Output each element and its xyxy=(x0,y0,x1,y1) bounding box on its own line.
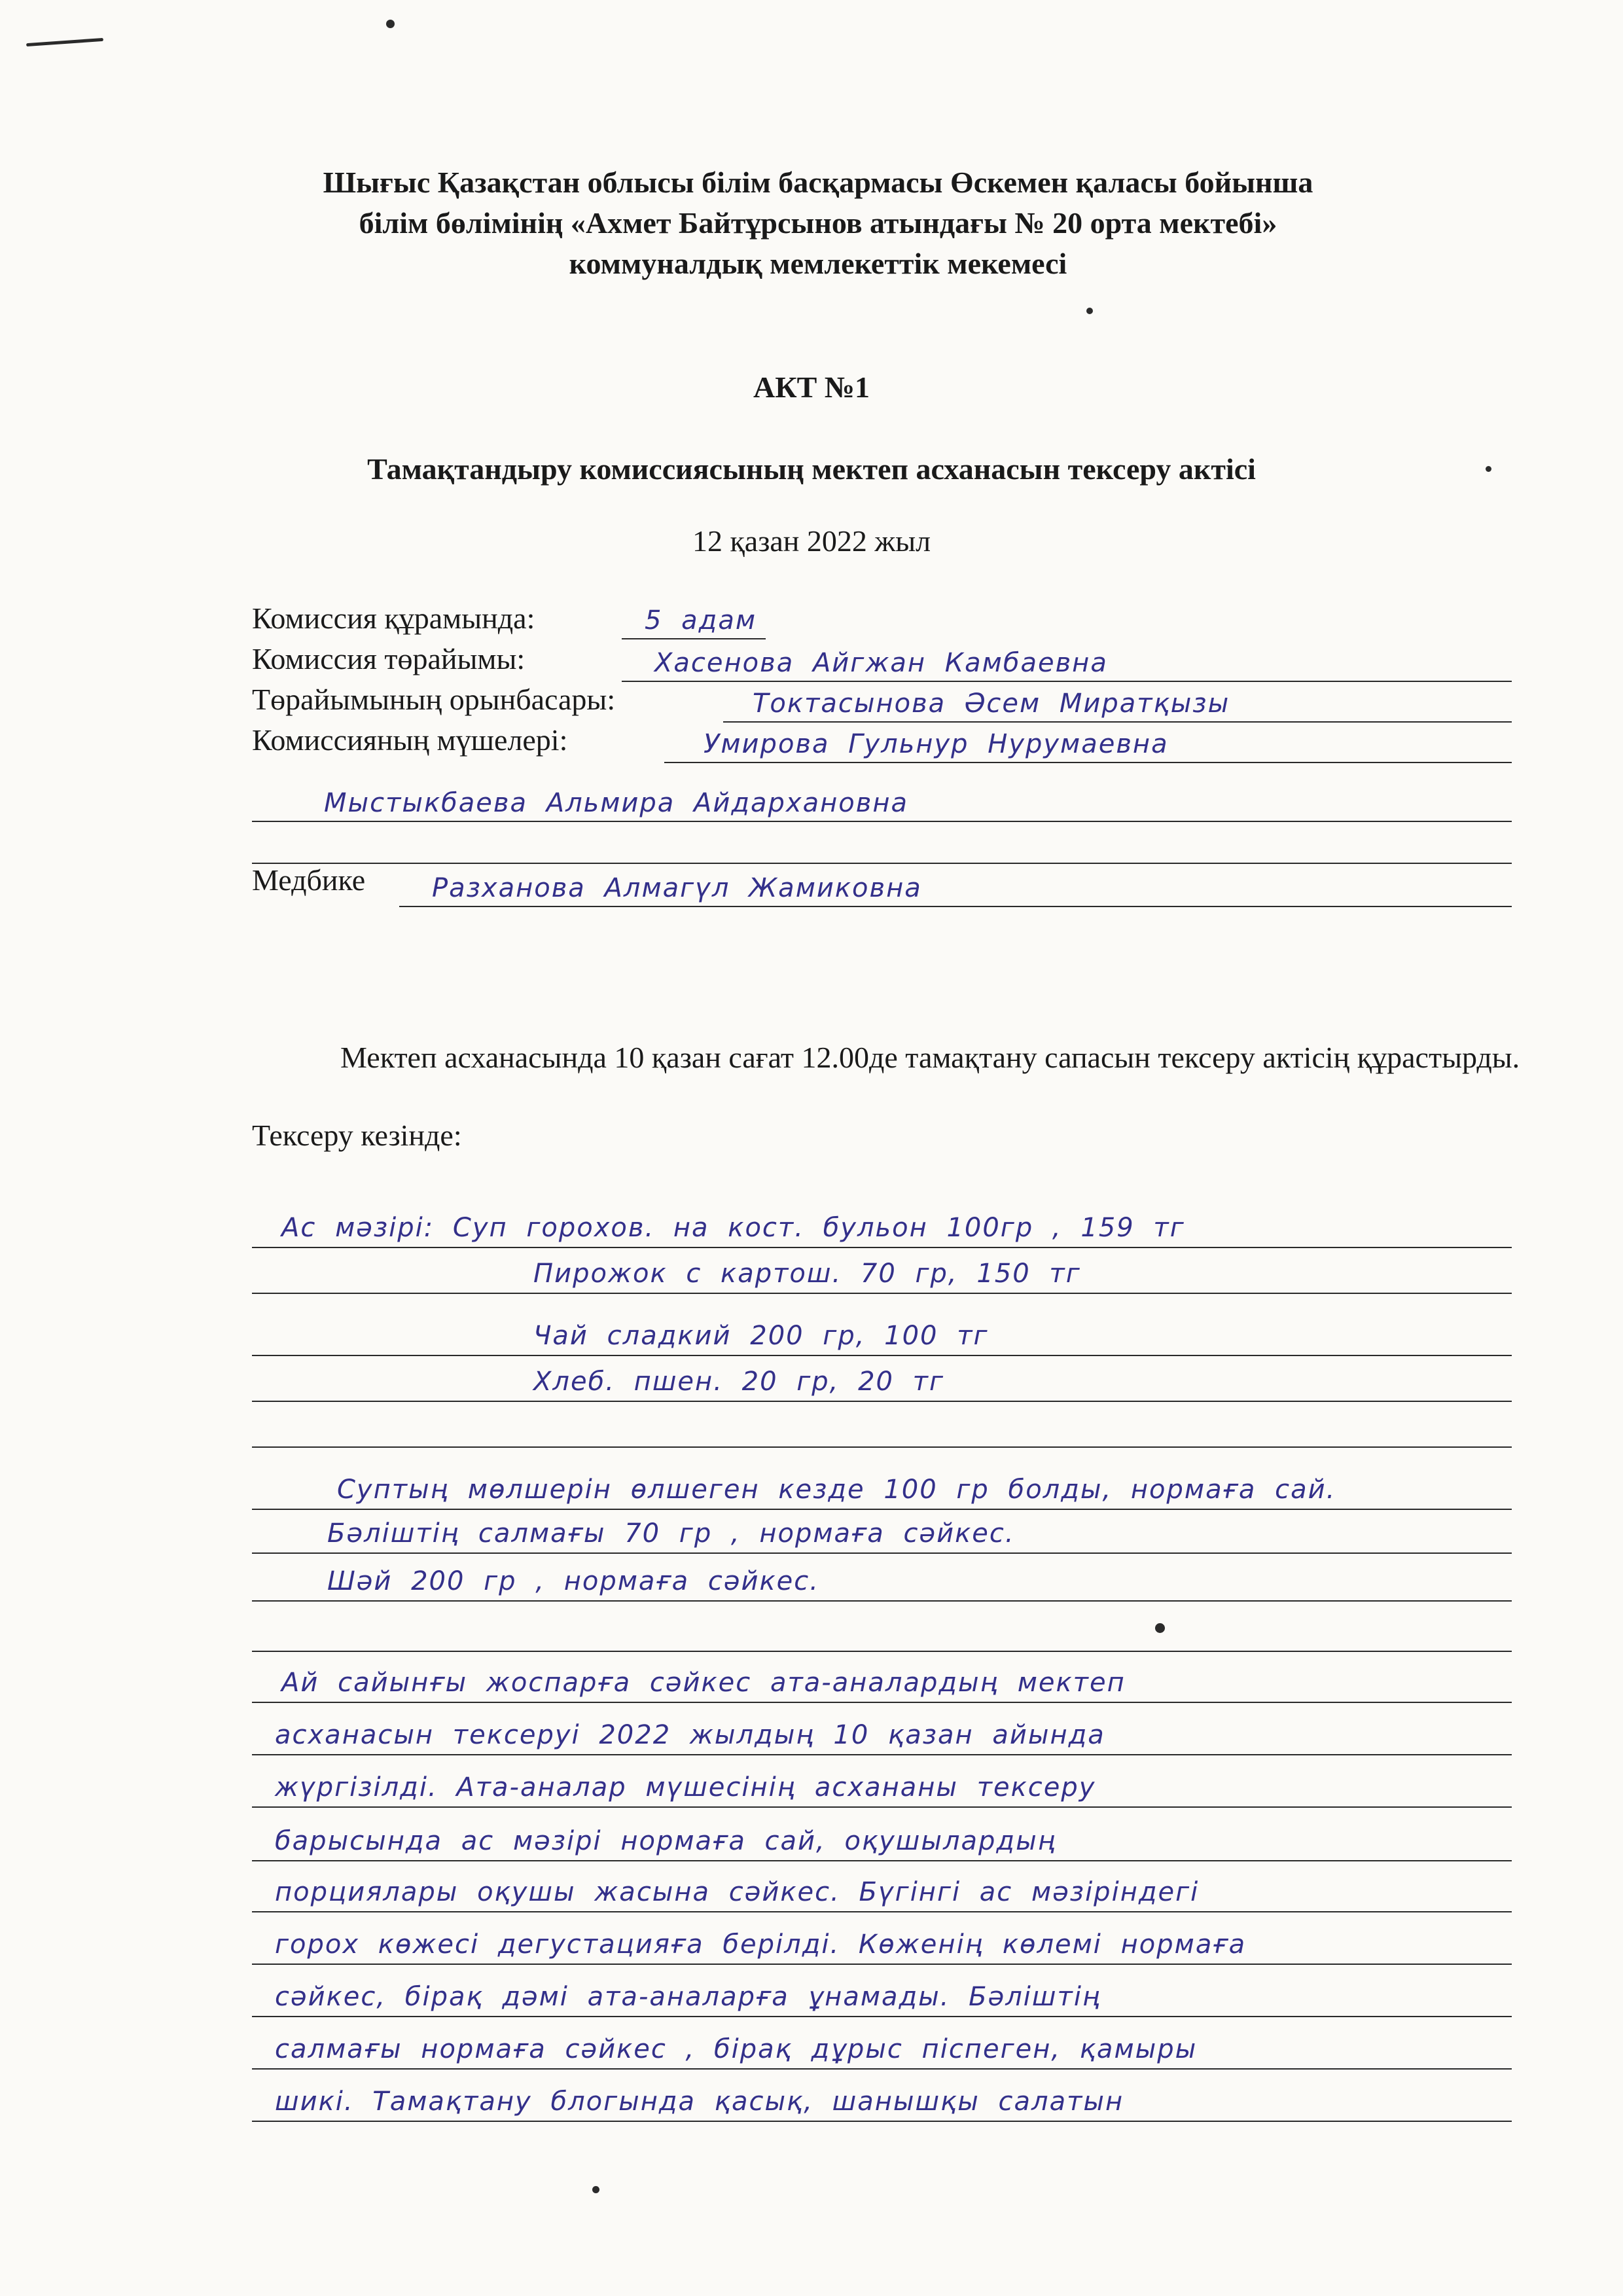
text-line-7: сәйкес, бірақ дәмі ата-аналарға ұнамады. Бәліштің xyxy=(275,1982,1101,2012)
scan-speck xyxy=(1155,1623,1165,1633)
composition-label: Комиссия құрамында: xyxy=(252,601,535,635)
composition-underline xyxy=(622,638,766,639)
blank-member-line xyxy=(252,863,1512,864)
medic-underline xyxy=(399,906,1512,907)
composition-value: 5 адам xyxy=(645,605,757,636)
menu-line-rule xyxy=(252,1247,1512,1248)
menu-line-3: Чай сладкий 200 гр, 100 тг xyxy=(533,1321,989,1351)
scan-speck xyxy=(1086,308,1093,314)
menu-line-2: Пирожок с картош. 70 гр, 150 тг xyxy=(533,1259,1081,1289)
act-subtitle: Тамақтандыру комиссиясының мектеп асханасын тексеру актісі xyxy=(367,452,1256,486)
member-2-underline xyxy=(252,821,1512,822)
finding-line-rule xyxy=(252,1552,1512,1554)
text-line-rule xyxy=(252,2121,1512,2122)
text-line-6: горох көжесі дегустацияға берілді. Көженің көлемі нормаға xyxy=(275,1929,1247,1960)
deputy-label: Төрайымының орынбасары: xyxy=(252,683,616,716)
text-line-rule xyxy=(252,1860,1512,1861)
menu-line-rule xyxy=(252,1293,1512,1294)
text-line-9: шикі. Тамақтану блогында қасық, шанышқы салатын xyxy=(275,2087,1124,2117)
text-line-rule xyxy=(252,1754,1512,1755)
act-title: АКТ №1 xyxy=(753,370,870,404)
medic-value: Разханова Алмагүл Жамиковна xyxy=(432,873,922,903)
menu-line-rule xyxy=(252,1355,1512,1356)
finding-line-3: Шәй 200 гр , нормаға сәйкес. xyxy=(327,1566,819,1596)
medic-label: Медбике xyxy=(252,863,366,897)
text-line-rule xyxy=(252,1702,1512,1703)
text-line-rule xyxy=(252,1806,1512,1808)
finding-line-rule xyxy=(252,1509,1512,1510)
menu-line-rule xyxy=(252,1401,1512,1402)
text-line-rule xyxy=(252,1911,1512,1912)
blank-line xyxy=(252,1446,1512,1448)
header-line-2: білім бөлімінің «Ахмет Байтұрсынов атындағы № 20 орта мектебі» xyxy=(359,206,1277,240)
chair-value: Хасенова Айгжан Камбаевна xyxy=(654,648,1108,678)
inspection-during-label: Тексеру кезінде: xyxy=(252,1119,462,1152)
text-line-3: жүргізілді. Ата-аналар мүшесінің асхананы тексеру xyxy=(275,1772,1096,1803)
members-label: Комиссияның мүшелері: xyxy=(252,723,568,757)
scan-speck xyxy=(386,20,395,28)
members-underline xyxy=(664,762,1512,763)
finding-line-rule xyxy=(252,1600,1512,1602)
header-line-3: коммуналдық мемлекеттік мекемесі xyxy=(569,247,1067,280)
finding-line-1: Суптың мөлшерін өлшеген кезде 100 гр болды, нормаға сай. xyxy=(337,1475,1336,1505)
member-1-value: Умирова Гульнур Нурумаевна xyxy=(704,729,1169,759)
text-line-1: Ай сайынғы жоспарға сәйкес ата-аналардың мектеп xyxy=(281,1668,1126,1698)
text-line-5: порциялары оқушы жасына сәйкес. Бүгінгі ас мәзіріндегі xyxy=(275,1877,1200,1907)
chair-underline xyxy=(622,681,1512,682)
act-date: 12 қазан 2022 жыл xyxy=(692,524,931,558)
chair-label: Комиссия төрайымы: xyxy=(252,642,526,675)
menu-line-1: Ас мәзірі: Суп горохов. на кост. бульон 100гр , 159 тг xyxy=(281,1213,1185,1243)
text-line-8: салмағы нормаға сәйкес , бірақ дұрыс піспеген, қамыры xyxy=(275,2034,1198,2064)
text-line-2: асханасын тексеруі 2022 жылдың 10 қазан айында xyxy=(275,1720,1105,1750)
member-2-value: Мыстыкбаева Альмира Айдархановна xyxy=(324,788,908,818)
menu-line-4: Хлеб. пшен. 20 гр, 20 тг xyxy=(533,1367,944,1397)
scan-speck xyxy=(592,2186,599,2193)
deputy-underline xyxy=(723,721,1512,723)
corner-pen-mark xyxy=(26,38,103,46)
finding-line-2: Бәліштің салмағы 70 гр , нормаға сәйкес. xyxy=(327,1518,1015,1549)
blank-line xyxy=(252,1651,1512,1652)
header-line-1: Шығыс Қазақстан облысы білім басқармасы Өскемен қаласы бойынша xyxy=(323,166,1313,199)
text-line-rule xyxy=(252,1964,1512,1965)
document-header xyxy=(196,162,1440,284)
deputy-value: Токтасынова Әсем Миратқызы xyxy=(753,689,1230,719)
inspection-intro: Мектеп асханасында 10 қазан сағат 12.00де тамақтану сапасын тексеру актісің құрастырды. xyxy=(340,1041,1520,1074)
text-line-4: барысында ас мәзірі нормаға сай, оқушылардың xyxy=(275,1826,1057,1856)
text-line-rule xyxy=(252,2068,1512,2070)
text-line-rule xyxy=(252,2016,1512,2017)
